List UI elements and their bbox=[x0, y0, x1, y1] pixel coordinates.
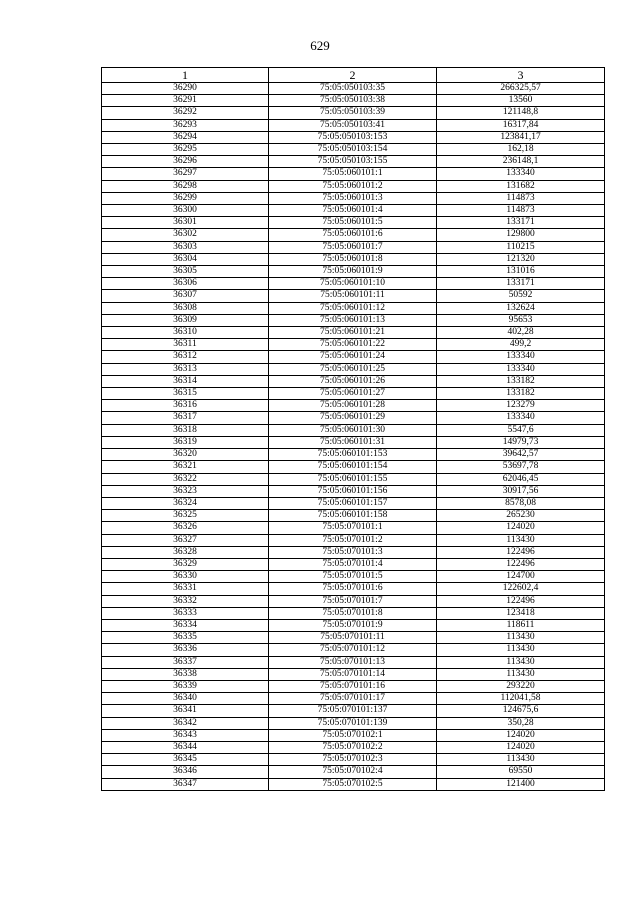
table-row bbox=[102, 266, 605, 278]
row-number-cell: 36317 bbox=[102, 412, 269, 424]
cadastral-number-cell: 75:05:060101:28 bbox=[269, 400, 437, 412]
value-cell: 162,18 bbox=[437, 144, 605, 156]
row-number-cell: 36322 bbox=[102, 473, 269, 485]
cadastral-number-cell: 75:05:060101:21 bbox=[269, 327, 437, 339]
table-row bbox=[102, 461, 605, 473]
cadastral-number-cell: 75:05:070101:2 bbox=[269, 534, 437, 546]
row-number-cell: 36343 bbox=[102, 729, 269, 741]
cadastral-number-cell: 75:05:060101:6 bbox=[269, 229, 437, 241]
row-number-cell: 36299 bbox=[102, 192, 269, 204]
table-row bbox=[102, 290, 605, 302]
cadastral-number-cell: 75:05:070101:137 bbox=[269, 705, 437, 717]
cadastral-number-cell: 75:05:070101:4 bbox=[269, 558, 437, 570]
row-number-cell: 36344 bbox=[102, 741, 269, 753]
cadastral-number-cell: 75:05:060101:22 bbox=[269, 339, 437, 351]
cadastral-number-cell: 75:05:070102:5 bbox=[269, 778, 437, 790]
cadastral-number-cell: 75:05:070101:3 bbox=[269, 546, 437, 558]
table-row bbox=[102, 705, 605, 717]
page-number: 629 bbox=[310, 38, 330, 53]
value-cell: 124020 bbox=[437, 522, 605, 534]
cadastral-number-cell: 75:05:070101:6 bbox=[269, 583, 437, 595]
value-cell: 133340 bbox=[437, 351, 605, 363]
value-cell: 133340 bbox=[437, 363, 605, 375]
value-cell: 133171 bbox=[437, 217, 605, 229]
row-number-cell: 36327 bbox=[102, 534, 269, 546]
value-cell: 113430 bbox=[437, 534, 605, 546]
value-cell: 95653 bbox=[437, 314, 605, 326]
table-row bbox=[102, 107, 605, 119]
value-cell: 132624 bbox=[437, 302, 605, 314]
table-header bbox=[102, 68, 605, 83]
cadastral-number-cell: 75:05:070101:17 bbox=[269, 693, 437, 705]
cadastral-number-cell: 75:05:070101:9 bbox=[269, 619, 437, 631]
row-number-cell: 36316 bbox=[102, 400, 269, 412]
cadastral-number-cell: 75:05:060101:24 bbox=[269, 351, 437, 363]
value-cell: 113430 bbox=[437, 644, 605, 656]
cadastral-number-cell: 75:05:070101:14 bbox=[269, 668, 437, 680]
value-cell: 114873 bbox=[437, 192, 605, 204]
row-number-cell: 36325 bbox=[102, 510, 269, 522]
value-cell: 123841,17 bbox=[437, 131, 605, 143]
table-row bbox=[102, 583, 605, 595]
row-number-cell: 36295 bbox=[102, 144, 269, 156]
value-cell: 133340 bbox=[437, 168, 605, 180]
row-number-cell: 36330 bbox=[102, 571, 269, 583]
row-number-cell: 36318 bbox=[102, 424, 269, 436]
row-number-cell: 36345 bbox=[102, 754, 269, 766]
cadastral-number-cell: 75:05:070101:12 bbox=[269, 644, 437, 656]
row-number-cell: 36290 bbox=[102, 83, 269, 95]
row-number-cell: 36341 bbox=[102, 705, 269, 717]
cadastral-number-cell: 75:05:060101:154 bbox=[269, 461, 437, 473]
row-number-cell: 36292 bbox=[102, 107, 269, 119]
cadastral-number-cell: 75:05:060101:26 bbox=[269, 375, 437, 387]
table-row bbox=[102, 351, 605, 363]
table-row bbox=[102, 412, 605, 424]
row-number-cell: 36305 bbox=[102, 266, 269, 278]
row-number-cell: 36313 bbox=[102, 363, 269, 375]
value-cell: 50592 bbox=[437, 290, 605, 302]
value-cell: 113430 bbox=[437, 668, 605, 680]
cadastral-number-cell: 75:05:070101:8 bbox=[269, 607, 437, 619]
cadastral-number-cell: 75:05:070101:13 bbox=[269, 656, 437, 668]
value-cell: 122496 bbox=[437, 546, 605, 558]
row-number-cell: 36329 bbox=[102, 558, 269, 570]
value-cell: 122602,4 bbox=[437, 583, 605, 595]
cadastral-number-cell: 75:05:070101:11 bbox=[269, 632, 437, 644]
header-row bbox=[102, 68, 605, 83]
cadastral-number-cell: 75:05:060101:156 bbox=[269, 485, 437, 497]
row-number-cell: 36319 bbox=[102, 436, 269, 448]
row-number-cell: 36342 bbox=[102, 717, 269, 729]
value-cell: 266325,57 bbox=[437, 83, 605, 95]
table-row bbox=[102, 400, 605, 412]
table-row bbox=[102, 668, 605, 680]
cadastral-number-cell: 75:05:070102:2 bbox=[269, 741, 437, 753]
value-cell: 110215 bbox=[437, 241, 605, 253]
table-row bbox=[102, 205, 605, 217]
table-row bbox=[102, 497, 605, 509]
cadastral-number-cell: 75:05:060101:31 bbox=[269, 436, 437, 448]
row-number-cell: 36321 bbox=[102, 461, 269, 473]
table-row bbox=[102, 217, 605, 229]
cadastral-number-cell: 75:05:050103:154 bbox=[269, 144, 437, 156]
value-cell: 113430 bbox=[437, 632, 605, 644]
table-row bbox=[102, 314, 605, 326]
table-row bbox=[102, 729, 605, 741]
table-row bbox=[102, 388, 605, 400]
row-number-cell: 36310 bbox=[102, 327, 269, 339]
value-cell: 69550 bbox=[437, 766, 605, 778]
table-row bbox=[102, 522, 605, 534]
table-row bbox=[102, 241, 605, 253]
value-cell: 122496 bbox=[437, 558, 605, 570]
row-number-cell: 36331 bbox=[102, 583, 269, 595]
row-number-cell: 36309 bbox=[102, 314, 269, 326]
table-row bbox=[102, 253, 605, 265]
value-cell: 8578,08 bbox=[437, 497, 605, 509]
value-cell: 133171 bbox=[437, 278, 605, 290]
table-row bbox=[102, 327, 605, 339]
value-cell: 16317,84 bbox=[437, 119, 605, 131]
row-number-cell: 36334 bbox=[102, 619, 269, 631]
table-row bbox=[102, 119, 605, 131]
row-number-cell: 36291 bbox=[102, 95, 269, 107]
row-number-cell: 36308 bbox=[102, 302, 269, 314]
value-cell: 265230 bbox=[437, 510, 605, 522]
table-row bbox=[102, 229, 605, 241]
row-number-cell: 36339 bbox=[102, 680, 269, 692]
column-header-3: 3 bbox=[437, 68, 605, 83]
row-number-cell: 36293 bbox=[102, 119, 269, 131]
cadastral-number-cell: 75:05:070102:1 bbox=[269, 729, 437, 741]
table-row bbox=[102, 95, 605, 107]
table-row bbox=[102, 473, 605, 485]
value-cell: 133340 bbox=[437, 412, 605, 424]
table-row bbox=[102, 546, 605, 558]
row-number-cell: 36301 bbox=[102, 217, 269, 229]
table-row bbox=[102, 168, 605, 180]
row-number-cell: 36312 bbox=[102, 351, 269, 363]
cadastral-number-cell: 75:05:060101:10 bbox=[269, 278, 437, 290]
table-row bbox=[102, 754, 605, 766]
row-number-cell: 36333 bbox=[102, 607, 269, 619]
cadastral-number-cell: 75:05:050103:38 bbox=[269, 95, 437, 107]
table-row bbox=[102, 485, 605, 497]
row-number-cell: 36306 bbox=[102, 278, 269, 290]
cadastral-number-cell: 75:05:060101:8 bbox=[269, 253, 437, 265]
value-cell: 123279 bbox=[437, 400, 605, 412]
value-cell: 402,28 bbox=[437, 327, 605, 339]
value-cell: 236148,1 bbox=[437, 156, 605, 168]
value-cell: 124700 bbox=[437, 571, 605, 583]
value-cell: 121400 bbox=[437, 778, 605, 790]
row-number-cell: 36294 bbox=[102, 131, 269, 143]
cadastral-number-cell: 75:05:060101:2 bbox=[269, 180, 437, 192]
cadastral-number-cell: 75:05:060101:157 bbox=[269, 497, 437, 509]
row-number-cell: 36300 bbox=[102, 205, 269, 217]
table-row bbox=[102, 339, 605, 351]
value-cell: 121320 bbox=[437, 253, 605, 265]
value-cell: 118611 bbox=[437, 619, 605, 631]
table-row bbox=[102, 558, 605, 570]
row-number-cell: 36298 bbox=[102, 180, 269, 192]
row-number-cell: 36315 bbox=[102, 388, 269, 400]
row-number-cell: 36304 bbox=[102, 253, 269, 265]
table-row bbox=[102, 363, 605, 375]
table-row bbox=[102, 534, 605, 546]
cadastral-number-cell: 75:05:060101:4 bbox=[269, 205, 437, 217]
table-row bbox=[102, 302, 605, 314]
value-cell: 124020 bbox=[437, 729, 605, 741]
value-cell: 13560 bbox=[437, 95, 605, 107]
cadastral-number-cell: 75:05:060101:1 bbox=[269, 168, 437, 180]
value-cell: 53697,78 bbox=[437, 461, 605, 473]
table-row bbox=[102, 656, 605, 668]
table-row bbox=[102, 144, 605, 156]
value-cell: 113430 bbox=[437, 754, 605, 766]
cadastral-number-cell: 75:05:050103:41 bbox=[269, 119, 437, 131]
cadastral-number-cell: 75:05:070101:139 bbox=[269, 717, 437, 729]
table-row bbox=[102, 510, 605, 522]
cadastral-number-cell: 75:05:060101:12 bbox=[269, 302, 437, 314]
cadastral-number-cell: 75:05:070101:16 bbox=[269, 680, 437, 692]
cadastral-number-cell: 75:05:050103:39 bbox=[269, 107, 437, 119]
value-cell: 112041,58 bbox=[437, 693, 605, 705]
table-row bbox=[102, 644, 605, 656]
cadastral-number-cell: 75:05:060101:5 bbox=[269, 217, 437, 229]
value-cell: 30917,56 bbox=[437, 485, 605, 497]
cadastral-number-cell: 75:05:060101:25 bbox=[269, 363, 437, 375]
cadastral-number-cell: 75:05:050103:35 bbox=[269, 83, 437, 95]
table-row bbox=[102, 766, 605, 778]
value-cell: 39642,57 bbox=[437, 449, 605, 461]
row-number-cell: 36311 bbox=[102, 339, 269, 351]
cadastral-number-cell: 75:05:060101:30 bbox=[269, 424, 437, 436]
value-cell: 14979,73 bbox=[437, 436, 605, 448]
value-cell: 113430 bbox=[437, 656, 605, 668]
cadastral-number-cell: 75:05:070101:7 bbox=[269, 595, 437, 607]
table-row bbox=[102, 741, 605, 753]
cadastral-number-cell: 75:05:060101:29 bbox=[269, 412, 437, 424]
table-row bbox=[102, 693, 605, 705]
row-number-cell: 36337 bbox=[102, 656, 269, 668]
table-row bbox=[102, 717, 605, 729]
cadastral-number-cell: 75:05:060101:13 bbox=[269, 314, 437, 326]
data-table bbox=[101, 67, 605, 791]
row-number-cell: 36328 bbox=[102, 546, 269, 558]
cadastral-number-cell: 75:05:070101:5 bbox=[269, 571, 437, 583]
cadastral-number-cell: 75:05:060101:11 bbox=[269, 290, 437, 302]
row-number-cell: 36323 bbox=[102, 485, 269, 497]
cadastral-number-cell: 75:05:060101:9 bbox=[269, 266, 437, 278]
table-row bbox=[102, 632, 605, 644]
value-cell: 122496 bbox=[437, 595, 605, 607]
table-row bbox=[102, 778, 605, 790]
cadastral-number-cell: 75:05:060101:3 bbox=[269, 192, 437, 204]
value-cell: 131016 bbox=[437, 266, 605, 278]
column-header-2: 2 bbox=[269, 68, 437, 83]
cadastral-number-cell: 75:05:060101:153 bbox=[269, 449, 437, 461]
value-cell: 124020 bbox=[437, 741, 605, 753]
row-number-cell: 36346 bbox=[102, 766, 269, 778]
cadastral-number-cell: 75:05:050103:155 bbox=[269, 156, 437, 168]
table-row bbox=[102, 192, 605, 204]
table-body bbox=[102, 83, 605, 791]
cadastral-number-cell: 75:05:060101:155 bbox=[269, 473, 437, 485]
value-cell: 123418 bbox=[437, 607, 605, 619]
table-row bbox=[102, 83, 605, 95]
table-row bbox=[102, 571, 605, 583]
table-row bbox=[102, 131, 605, 143]
value-cell: 293220 bbox=[437, 680, 605, 692]
table-row bbox=[102, 278, 605, 290]
cadastral-number-cell: 75:05:060101:158 bbox=[269, 510, 437, 522]
cadastral-number-cell: 75:05:060101:27 bbox=[269, 388, 437, 400]
cadastral-number-cell: 75:05:070102:4 bbox=[269, 766, 437, 778]
row-number-cell: 36335 bbox=[102, 632, 269, 644]
row-number-cell: 36314 bbox=[102, 375, 269, 387]
value-cell: 129800 bbox=[437, 229, 605, 241]
table-row bbox=[102, 375, 605, 387]
table-row bbox=[102, 619, 605, 631]
row-number-cell: 36320 bbox=[102, 449, 269, 461]
row-number-cell: 36297 bbox=[102, 168, 269, 180]
row-number-cell: 36347 bbox=[102, 778, 269, 790]
table-row bbox=[102, 156, 605, 168]
value-cell: 131682 bbox=[437, 180, 605, 192]
row-number-cell: 36324 bbox=[102, 497, 269, 509]
row-number-cell: 36326 bbox=[102, 522, 269, 534]
table-row bbox=[102, 607, 605, 619]
value-cell: 5547,6 bbox=[437, 424, 605, 436]
value-cell: 114873 bbox=[437, 205, 605, 217]
row-number-cell: 36303 bbox=[102, 241, 269, 253]
cadastral-number-cell: 75:05:050103:153 bbox=[269, 131, 437, 143]
cadastral-number-cell: 75:05:060101:7 bbox=[269, 241, 437, 253]
value-cell: 121148,8 bbox=[437, 107, 605, 119]
value-cell: 499,2 bbox=[437, 339, 605, 351]
value-cell: 350,28 bbox=[437, 717, 605, 729]
table-row bbox=[102, 424, 605, 436]
cadastral-number-cell: 75:05:070101:1 bbox=[269, 522, 437, 534]
table-row bbox=[102, 680, 605, 692]
value-cell: 62046,45 bbox=[437, 473, 605, 485]
table-row bbox=[102, 449, 605, 461]
cadastral-number-cell: 75:05:070102:3 bbox=[269, 754, 437, 766]
value-cell: 133182 bbox=[437, 388, 605, 400]
row-number-cell: 36340 bbox=[102, 693, 269, 705]
row-number-cell: 36338 bbox=[102, 668, 269, 680]
row-number-cell: 36336 bbox=[102, 644, 269, 656]
table-row bbox=[102, 436, 605, 448]
column-header-1: 1 bbox=[102, 68, 269, 83]
row-number-cell: 36332 bbox=[102, 595, 269, 607]
value-cell: 133182 bbox=[437, 375, 605, 387]
row-number-cell: 36296 bbox=[102, 156, 269, 168]
value-cell: 124675,6 bbox=[437, 705, 605, 717]
row-number-cell: 36302 bbox=[102, 229, 269, 241]
table-row bbox=[102, 180, 605, 192]
row-number-cell: 36307 bbox=[102, 290, 269, 302]
table-row bbox=[102, 595, 605, 607]
